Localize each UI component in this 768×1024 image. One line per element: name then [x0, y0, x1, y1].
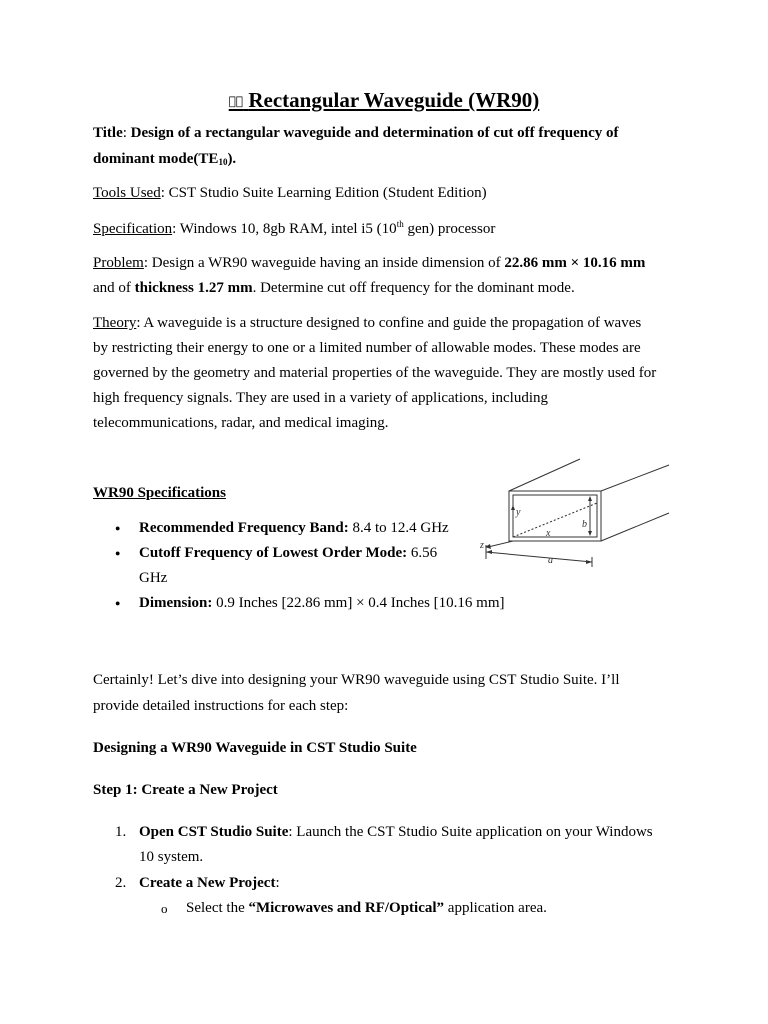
tools-used-label: Tools Used: [93, 185, 161, 201]
axis-label-z: z: [480, 540, 484, 551]
problem-thickness: thickness 1.27 mm: [134, 280, 253, 296]
title-field-line-2: dominant $mode(TE_{10})$.: [93, 151, 237, 167]
wr90-specs-heading: WR90 Specifications: [93, 485, 226, 501]
waveguide-front-inner: [513, 495, 597, 537]
dimension-label-b: b: [582, 519, 587, 530]
step1-heading: Step 1: Create a New Project: [93, 782, 278, 798]
intro-line-2: provide detailed instructions for each step:: [93, 698, 349, 714]
spec-item-cutoff: Cutoff Frequency of Lowest Order Mode: 6.56: [139, 545, 438, 561]
title-field-line-1: Title: Design of a rectangular waveguide and determination of cut off frequency of: [93, 125, 619, 141]
design-heading: Designing a WR90 Waveguide in CST Studio Suite: [93, 740, 417, 756]
axis-label-x: x: [546, 528, 551, 539]
step-open-cst: Open CST Studio Suite: Launch the CST Studio Suite application on your Windows: [139, 824, 653, 840]
waveguide-diagram: [476, 455, 676, 585]
step-number: 2.: [115, 875, 127, 891]
spec-item-dimension: Dimension: 0.9 Inches [22.86 mm] × 0.4 Inches [10.16 mm]: [139, 595, 505, 611]
sub-bullet-icon: o: [161, 901, 168, 916]
bullet-icon: ●: [115, 523, 121, 533]
axis-label-y: y: [516, 507, 521, 518]
theory-line-2: by restricting their energy to one or a limited number of allowable modes. These modes are: [93, 340, 641, 356]
specification-line: Specification: Windows 10, 8gb RAM, intel i5 (10th gen) processor: [93, 219, 496, 237]
theory-line-3: governed by the geometry and material properties of the waveguide. They are mostly used for: [93, 365, 657, 381]
bullet-icon: ●: [115, 598, 121, 608]
step-open-cst-cont: 10 system.: [139, 849, 204, 865]
problem-label: Problem: [93, 255, 144, 271]
page-title: [0, 88, 768, 113]
problem-dimensions: 22.86 mm × 10.16 mm: [504, 255, 646, 271]
tools-used-line: Tools Used: CST Studio Suite Learning Edition (Student Edition): [93, 185, 487, 201]
title-text: Rectangular Waveguide (WR90): [248, 88, 540, 112]
mode-subscript: 10: [218, 157, 228, 167]
problem-line-2: and of thickness 1.27 mm. Determine cut off frequency for the dominant mode.: [93, 280, 575, 296]
theory-line-1: Theory: A waveguide is a structure designed to confine and guide the propagation of waves: [93, 315, 642, 331]
theory-line-5: telecommunications, radar, and medical imaging.: [93, 415, 389, 431]
dimension-label-a: a: [548, 555, 553, 566]
title-field-text: Design of a rectangular waveguide and determination of cut off frequency of: [130, 125, 619, 141]
step-number: 1.: [115, 824, 127, 840]
sub-step-select-area: Select the “Microwaves and RF/Optical” application area.: [186, 900, 547, 916]
specification-label: Specification: [93, 221, 173, 237]
theory-label: Theory: [93, 315, 137, 331]
problem-line-1: Problem: Design a WR90 waveguide having an inside dimension of 22.86 mm × 10.16 mm: [93, 255, 646, 271]
waveguide-front-outer: [509, 491, 601, 541]
title-missing-glyphs: 􀀀􀀀: [228, 94, 244, 108]
theory-line-4: high frequency signals. They are used in a variety of applications, including: [93, 390, 549, 406]
step-create-project: Create a New Project:: [139, 875, 280, 891]
intro-line-1: Certainly! Let’s dive into designing your WR90 waveguide using CST Studio Suite. I’ll: [93, 672, 620, 688]
spec-item-frequency-band: Recommended Frequency Band: 8.4 to 12.4 GHz: [139, 520, 449, 536]
spec-item-cutoff-cont: GHz: [139, 570, 168, 586]
bullet-icon: ●: [115, 548, 121, 558]
